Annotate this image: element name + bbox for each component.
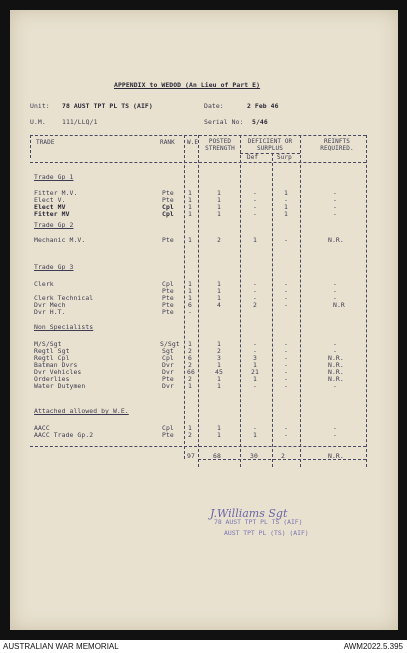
cell-def: -: [253, 294, 257, 302]
archive-footer: [0, 640, 407, 653]
cell-trade: AACC Trade Gp.2: [34, 431, 94, 439]
cell-def: 3: [253, 354, 257, 362]
cell-surp: -: [284, 280, 288, 288]
cell-rank: S/Sgt: [160, 340, 180, 348]
unit-stamp-line2: AUST TPT PL (TS) (AIF): [224, 529, 309, 537]
cell-surp: -: [284, 347, 288, 355]
section-heading: Trade Gp 2: [34, 221, 74, 229]
cell-trade: Regtl Sgt: [34, 347, 70, 355]
reference-label: U.M.: [30, 118, 46, 126]
total-reinf: N.R.: [328, 452, 344, 460]
cell-trade: Dvr Vehicles: [34, 368, 82, 376]
cell-reinf: -: [333, 431, 337, 439]
cell-trade: Orderlies: [34, 375, 70, 383]
cell-rank: Dvr: [162, 382, 174, 390]
cell-we: 66: [187, 368, 195, 376]
cell-we: 1: [188, 210, 192, 218]
cell-def: 2: [253, 301, 257, 309]
cell-trade: Elect MV: [34, 203, 66, 211]
cell-surp: 1: [284, 210, 288, 218]
cell-surp: -: [284, 361, 288, 369]
cell-def: 1: [253, 431, 257, 439]
cell-we: 1: [188, 196, 192, 204]
cell-posted: 1: [217, 196, 221, 204]
cell-rank: Dvr: [162, 368, 174, 376]
cell-rank: Cpl: [162, 354, 174, 362]
cell-reinf: -: [333, 347, 337, 355]
cell-we: -: [188, 308, 192, 316]
header-we: W.E: [187, 139, 199, 146]
total-def: 30: [250, 452, 258, 460]
cell-posted: 1: [217, 361, 221, 369]
cell-reinf: -: [333, 294, 337, 302]
cell-trade: Clerk Technical: [34, 294, 94, 302]
cell-posted: 1: [217, 375, 221, 383]
handwritten-signature: J.Williams Sgt: [210, 507, 288, 520]
cell-surp: 1: [284, 203, 288, 211]
cell-we: 1: [188, 382, 192, 390]
date-label: Date:: [204, 102, 224, 110]
cell-rank: Pte: [162, 375, 174, 383]
header-posted: POSTED STRENGTH: [205, 138, 235, 152]
cell-we: 6: [188, 301, 192, 309]
cell-def: -: [253, 196, 257, 204]
cell-reinf: -: [333, 210, 337, 218]
cell-we: 1: [188, 294, 192, 302]
cell-rank: Pte: [162, 308, 174, 316]
cell-posted: 4: [217, 301, 221, 309]
cell-def: -: [253, 347, 257, 355]
cell-posted: 3: [217, 354, 221, 362]
total-we: 97: [187, 452, 195, 460]
cell-reinf: N.R: [333, 301, 345, 309]
cell-reinf: -: [333, 280, 337, 288]
cell-trade: Batman Dvrs: [34, 361, 78, 369]
cell-rank: Cpl: [162, 424, 174, 432]
cell-we: 2: [188, 361, 192, 369]
header-trade: TRADE: [36, 139, 55, 146]
unit-stamp-line1: 78 AUST TPT PL TS (AIF): [214, 518, 303, 526]
cell-rank: Sgt: [162, 347, 174, 355]
section-heading: Non Specialists: [34, 323, 94, 331]
cell-rank: Cpl: [162, 203, 174, 211]
cell-reinf: N.R.: [328, 236, 344, 244]
cell-posted: 1: [217, 431, 221, 439]
cell-reinf: -: [333, 382, 337, 390]
cell-def: -: [253, 280, 257, 288]
cell-reinf: N.R.: [328, 361, 344, 369]
cell-trade: Water Dutymen: [34, 382, 86, 390]
cell-def: 1: [253, 236, 257, 244]
cell-trade: Fitter MV: [34, 210, 70, 218]
cell-rank: Pte: [162, 196, 174, 204]
cell-we: 1: [188, 280, 192, 288]
cell-posted: 45: [215, 368, 223, 376]
cell-def: -: [253, 382, 257, 390]
cell-reinf: -: [333, 287, 337, 295]
unit-label: Unit:: [30, 102, 50, 110]
footer-accession-number: AWM2022.5.395: [343, 642, 403, 651]
cell-surp: -: [284, 287, 288, 295]
section-heading: Trade Gp 3: [34, 263, 74, 271]
cell-posted: 1: [217, 340, 221, 348]
cell-reinf: N.R.: [328, 354, 344, 362]
cell-we: 1: [188, 203, 192, 211]
cell-reinf: N.R.: [328, 375, 344, 383]
cell-trade: Mechanic M.V.: [34, 236, 86, 244]
cell-we: 2: [188, 347, 192, 355]
cell-we: 1: [188, 236, 192, 244]
document-title: APPENDIX to WEDOD (An Lieu of Part E): [114, 81, 261, 89]
cell-trade: Dvr Mech: [34, 301, 66, 309]
section-heading: Attached allowed by W.E.: [34, 407, 129, 415]
document-page: [10, 10, 398, 630]
cell-surp: 1: [284, 189, 288, 197]
cell-posted: 1: [217, 287, 221, 295]
cell-we: 1: [188, 340, 192, 348]
cell-posted: 1: [217, 294, 221, 302]
cell-trade: AACC: [34, 424, 50, 432]
cell-trade: Dvr H.T.: [34, 308, 66, 316]
total-surp: 2: [281, 452, 285, 460]
cell-surp: -: [284, 294, 288, 302]
cell-posted: 2: [217, 347, 221, 355]
cell-trade: Elect V.: [34, 196, 66, 204]
cell-posted: 1: [217, 203, 221, 211]
cell-reinf: N.R.: [328, 368, 344, 376]
cell-def: -: [253, 203, 257, 211]
footer-institution: AUSTRALIAN WAR MEMORIAL: [3, 642, 119, 651]
cell-surp: -: [284, 375, 288, 383]
header-surp: Surp: [277, 154, 292, 161]
cell-reinf: -: [333, 196, 337, 204]
cell-trade: Regtl Cpl: [34, 354, 70, 362]
cell-rank: Pte: [162, 294, 174, 302]
cell-rank: Pte: [162, 236, 174, 244]
header-reinforcements: REINFTS REQUIRED.: [320, 138, 354, 152]
cell-posted: 1: [217, 424, 221, 432]
cell-reinf: -: [333, 189, 337, 197]
cell-rank: Cpl: [162, 280, 174, 288]
cell-rank: Pte: [162, 431, 174, 439]
unit-value: 78 AUST TPT PL TS (AIF): [62, 102, 153, 110]
cell-reinf: -: [333, 203, 337, 211]
cell-reinf: -: [333, 424, 337, 432]
date-value: 2 Feb 46: [247, 102, 279, 110]
total-posted: 68: [213, 452, 221, 460]
cell-surp: -: [284, 424, 288, 432]
cell-surp: -: [284, 382, 288, 390]
cell-def: 21: [251, 368, 259, 376]
cell-rank: Dvr: [162, 361, 174, 369]
cell-we: 6: [188, 354, 192, 362]
cell-def: 1: [253, 375, 257, 383]
cell-def: -: [253, 424, 257, 432]
reference-value: 111/LLQ/1: [62, 118, 98, 126]
cell-def: -: [253, 340, 257, 348]
cell-we: 1: [188, 424, 192, 432]
cell-def: 1: [253, 361, 257, 369]
cell-posted: 1: [217, 280, 221, 288]
cell-rank: Cpl: [162, 210, 174, 218]
cell-trade: M/S/Sgt: [34, 340, 62, 348]
cell-we: 1: [188, 189, 192, 197]
cell-trade: Fitter M.V.: [34, 189, 78, 197]
cell-surp: -: [284, 301, 288, 309]
cell-def: -: [253, 210, 257, 218]
cell-posted: 1: [217, 382, 221, 390]
cell-surp: -: [284, 236, 288, 244]
cell-def: -: [253, 189, 257, 197]
serial-label: Serial No:: [204, 118, 244, 126]
cell-we: 2: [188, 431, 192, 439]
cell-surp: -: [284, 354, 288, 362]
cell-reinf: -: [333, 340, 337, 348]
cell-posted: 1: [217, 189, 221, 197]
cell-surp: -: [284, 368, 288, 376]
cell-we: 1: [188, 287, 192, 295]
cell-trade: Clerk: [34, 280, 54, 288]
cell-posted: 2: [217, 236, 221, 244]
cell-posted: 1: [217, 210, 221, 218]
cell-def: -: [253, 287, 257, 295]
header-rank: RANK: [160, 139, 175, 146]
cell-rank: Pte: [162, 189, 174, 197]
serial-value: 5/46: [252, 118, 268, 126]
cell-rank: Pte: [162, 287, 174, 295]
cell-surp: -: [284, 431, 288, 439]
cell-surp: -: [284, 196, 288, 204]
cell-surp: -: [284, 340, 288, 348]
header-def: Def: [247, 154, 259, 161]
cell-we: 2: [188, 375, 192, 383]
cell-rank: Pte: [162, 301, 174, 309]
section-heading: Trade Gp 1: [34, 173, 74, 181]
header-deficient: DEFICIENT OR SURPLUS: [247, 138, 293, 152]
